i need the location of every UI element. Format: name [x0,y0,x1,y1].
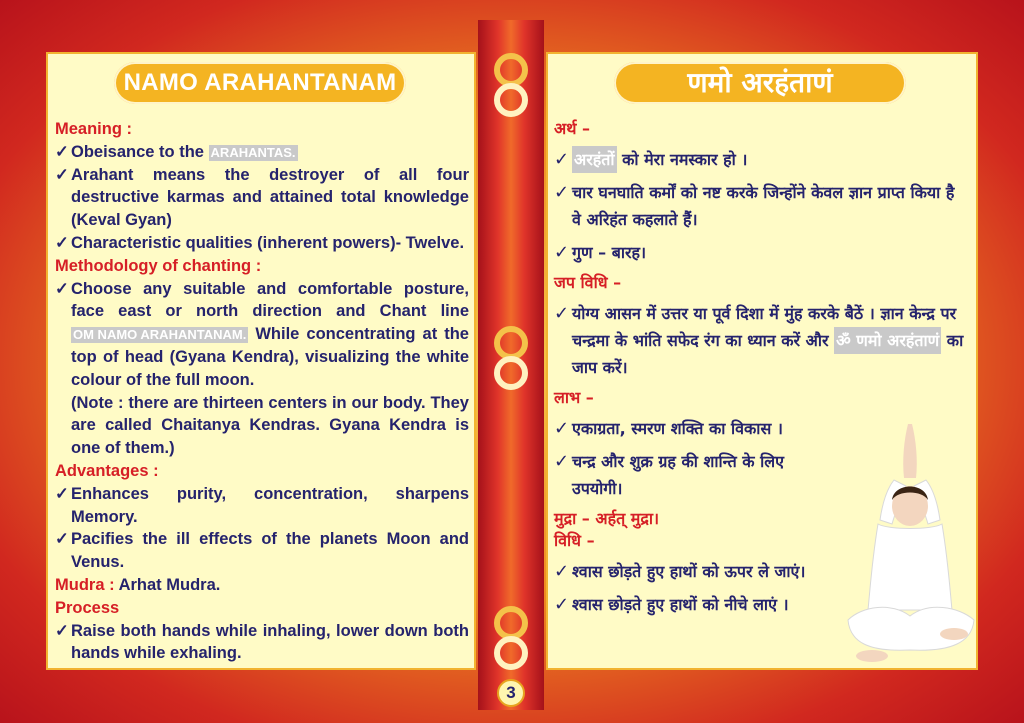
check-icon: ✓ [55,142,69,161]
meaning-3-text: Characteristic qualities (inherent powers)- Twelve. [71,233,465,252]
process-item [55,620,469,666]
advantage-item [55,483,469,529]
labh-heading: लाभ – [554,388,594,407]
meaning-item [55,141,469,164]
meaning-item [55,232,469,255]
artha-1-text: को मेरा नमस्कार हो । [622,150,748,169]
jap-item [554,300,966,381]
highlight-om-namo: ॐ णमो अरहंताणं [834,327,941,354]
methodology-item [55,278,469,392]
check-icon: ✓ [55,484,69,503]
advantage-2-text: Pacifies the ill effects of the planets Moon and Venus. [71,530,469,572]
check-icon: ✓ [554,242,570,263]
meaning-1-text: Obeisance to the [71,142,204,161]
methodology-heading: Methodology of chanting : [55,256,262,275]
vidhi-heading: विधि – [554,531,595,550]
process-1-text: Raise both hands while inhaling, lower down both hands while exhaling. [71,621,469,663]
rings-ornament-bottom [478,605,544,671]
check-icon: ✓ [554,303,570,324]
meaning-item [55,164,469,232]
meaning-2-text: Arahant means the destroyer of all four destructive karmas and attained total knowledge (Keval Gyan) [71,165,469,230]
check-icon: ✓ [554,182,570,203]
labh-1-text: एकाग्रता, स्मरण शक्ति का विकास । [572,419,783,438]
methodology-text-a: Choose any suitable and comfortable posture, face east or north direction and Chant line [71,279,469,321]
artha-item [554,179,966,233]
check-icon: ✓ [55,233,69,252]
rings-ornament-middle [478,325,544,391]
check-icon: ✓ [55,279,69,298]
child-meditation-photo [842,420,980,670]
vidhi-1-text: श्वास छोड़ते हुए हाथों को ऊपर ले जाएं। [572,562,806,581]
highlight-arahanto: अरहंतों [572,146,617,173]
mudra-line-hindi: मुद्रा – अर्हत् मुद्रा। [554,509,660,528]
mudra-label: Mudra : [55,575,115,594]
artha-item [554,239,966,266]
check-icon: ✓ [554,451,570,472]
rings-ornament-top [478,52,544,118]
right-page-title: णमो अरहंताणं [614,62,906,104]
labh-2-text: चन्द्र और शुक्र ग्रह की शान्ति के लिए उपयोगी। [572,452,784,498]
check-icon: ✓ [554,594,570,615]
page-number: 3 [497,679,525,707]
check-icon: ✓ [55,530,69,549]
advantage-item [55,528,469,574]
artha-2-text: चार घनघाति कर्मों को नष्ट करके जिन्होंने केवल ज्ञान प्राप्त किया है वे अरिहंत कहलाते हैं। [572,183,955,229]
advantages-heading: Advantages : [55,461,159,480]
artha-heading: अर्थ – [554,119,591,138]
jap-text-a: योग्य आसन में उत्तर या पूर्व दिशा में मुंह करके बैठें । ज्ञान केन्द्र पर चन्द्रमा के भांति सफेद रंग का ध्यान करें और [572,304,957,350]
left-page-title: NAMO ARAHANTANAM [114,62,406,104]
advantage-1-text: Enhances purity, concentration, sharpens Memory. [71,484,469,526]
meaning-heading: Meaning : [55,120,132,138]
jap-text-b: का जाप करें। [572,331,964,377]
highlight-arahantas: ARAHANTAS. [210,144,296,160]
check-icon: ✓ [55,165,69,184]
jap-vidhi-heading: जप विधि – [554,273,622,292]
mudra-value: Arhat Mudra. [118,575,221,594]
highlight-mantra: OM NAMO ARAHANTANAM. [73,327,247,343]
left-page-text [55,118,469,665]
check-icon: ✓ [554,561,570,582]
process-heading: Process [55,598,120,617]
mudra-line [55,574,469,597]
vidhi-2-text: श्वास छोड़ते हुए हाथों को नीचे लाएं । [572,595,789,614]
methodology-note: (Note : there are thirteen centers in our body. They are called Chaitanya Kendras. Gyana Kendra is one of them.) [71,393,469,458]
artha-item [554,146,966,173]
methodology-text-b: While concentrating at the top of head (Gyana Kendra), visualizing the white colour of the full moon. [71,325,469,389]
check-icon: ✓ [55,621,69,640]
check-icon: ✓ [554,418,570,439]
artha-3-text: गुण – बारह। [572,243,647,262]
check-icon: ✓ [554,149,570,170]
